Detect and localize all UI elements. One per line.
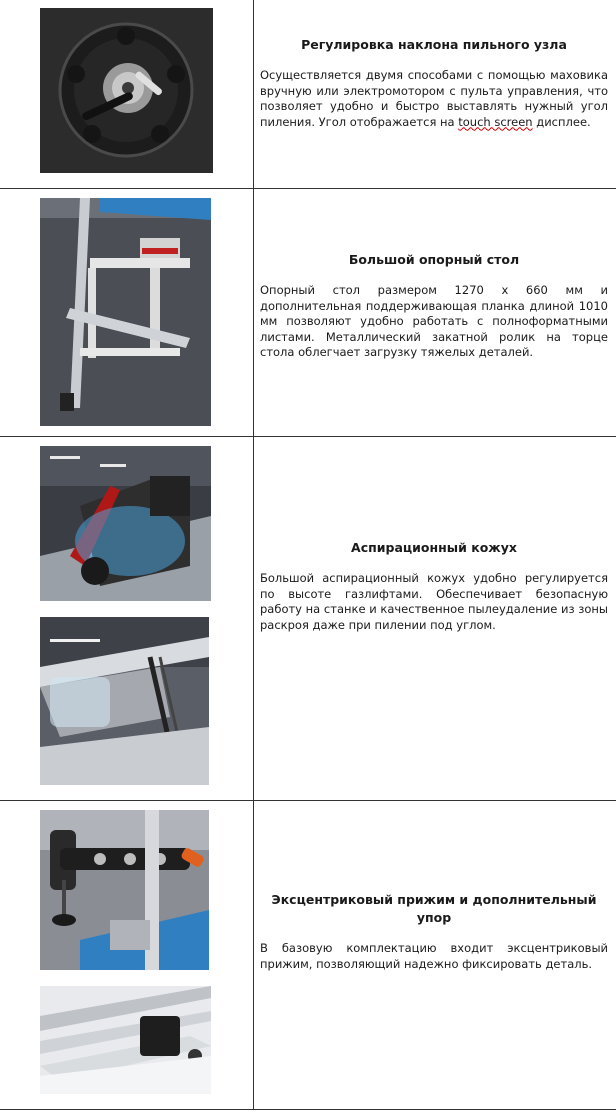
feature-text-clamp <box>260 801 608 1110</box>
feature-description: Большой аспирационный кожух удобно регулируется по высоте газлифтами. Обеспечивает безопасную работу на станке и качественное пылеудаление из зоны раскроя даже при пилении под углом. <box>260 571 608 632</box>
feature-row-table <box>0 189 616 437</box>
clamp-photo-2 <box>40 986 211 1094</box>
handwheel-photo <box>40 8 213 173</box>
support-table-photo <box>40 198 211 426</box>
feature-text-table <box>260 189 608 437</box>
feature-row-guard <box>0 437 616 801</box>
feature-title: Регулировка наклона пильного узла <box>301 37 567 52</box>
guard-photo-2 <box>40 617 209 785</box>
feature-title: Аспирационный кожух <box>351 540 517 555</box>
feature-text-tilt <box>260 0 608 189</box>
feature-description: В базовую комплектацию входит эксцентриковый прижим, позволяющий надежно фиксировать деталь. <box>260 941 608 971</box>
clamp-photo-1 <box>40 810 209 970</box>
feature-title: Большой опорный стол <box>348 252 520 267</box>
guard-photo-1 <box>40 446 211 601</box>
feature-description: Опорный стол размером 1270 x 660 мм и дополнительная поддерживающая планка длиной 1010 мм позволяют удобно работать с полноформатными листами. Металлический закатной ролик на торце стола облегчает загрузку тяжелых деталей. <box>260 283 608 359</box>
feature-text-guard <box>260 437 608 801</box>
feature-description: Осуществляется двумя способами с помощью маховика вручную или электромотором с пульта управления, что позволяет удобно и быстро выставлять нужный угол пиления. Угол отображается на touch screen дисплее. <box>260 68 608 129</box>
feature-title: Эксцентриковый прижим и дополнительный упор <box>271 892 597 925</box>
spellcheck-marked-text: touch screen <box>458 114 533 129</box>
feature-row-tilt <box>0 0 616 189</box>
feature-row-clamp <box>0 801 616 1110</box>
